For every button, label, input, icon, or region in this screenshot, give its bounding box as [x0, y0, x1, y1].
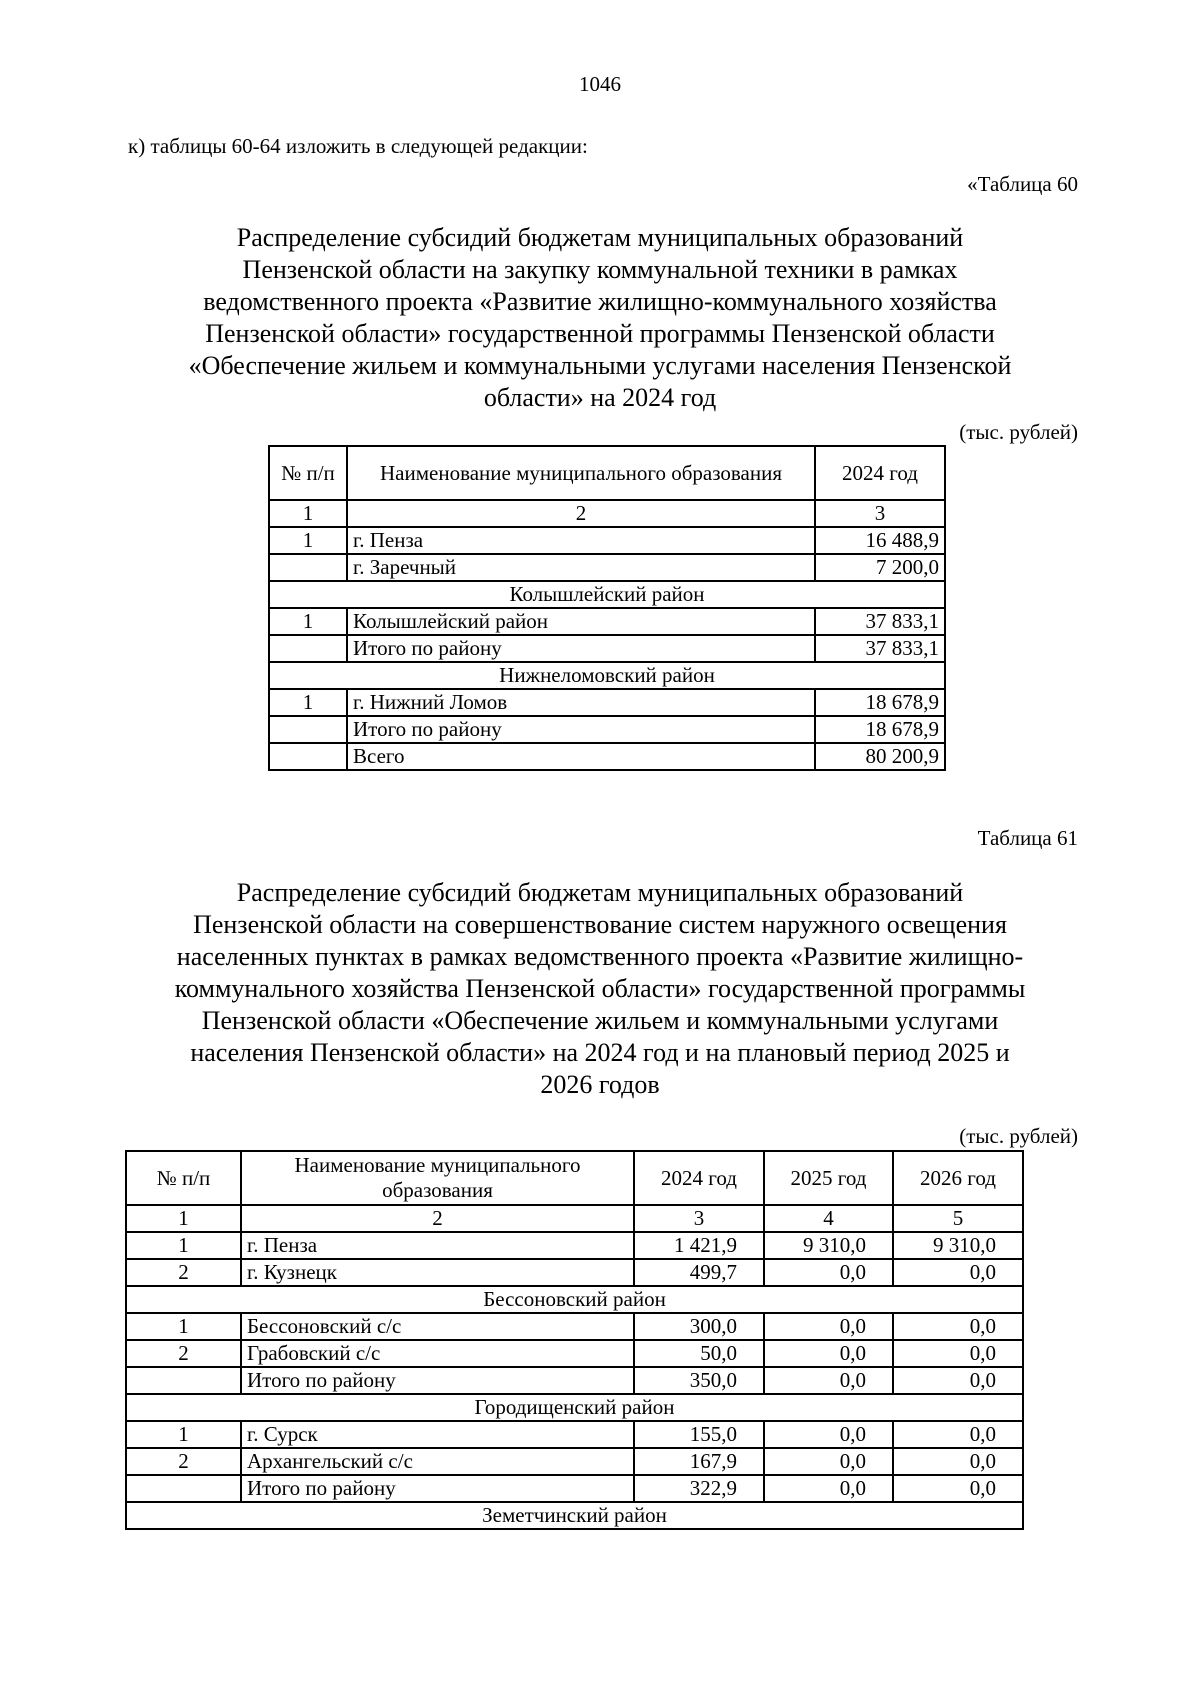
amount-cell: 499,7	[634, 1259, 764, 1286]
row-number: 2	[126, 1448, 241, 1475]
municipality-name: Итого по району	[347, 635, 815, 662]
amount-cell: 0,0	[764, 1367, 893, 1394]
municipality-name: г. Сурск	[241, 1421, 634, 1448]
index-cell: 3	[634, 1205, 764, 1232]
table-row	[269, 743, 945, 770]
header-num: № п/п	[269, 446, 347, 500]
table-60-units: (тыс. рублей)	[959, 420, 1078, 444]
index-cell: 1	[126, 1205, 241, 1232]
amount-cell: 0,0	[893, 1421, 1023, 1448]
caption-line: области» на 2024 год	[483, 383, 717, 412]
municipality-name: г. Пенза	[347, 527, 815, 554]
amount-cell: 18 678,9	[815, 689, 945, 716]
amount-cell: 155,0	[634, 1421, 764, 1448]
section-row	[126, 1286, 1023, 1313]
index-cell: 3	[815, 500, 945, 527]
row-number	[269, 635, 347, 662]
index-cell: 2	[347, 500, 815, 527]
index-cell: 4	[764, 1205, 893, 1232]
amount-cell: 0,0	[764, 1313, 893, 1340]
amount-cell: 80 200,9	[815, 743, 945, 770]
municipality-name: Архангельский с/с	[241, 1448, 634, 1475]
municipality-name: г. Кузнецк	[241, 1259, 634, 1286]
caption-line: Пензенской области на совершенствование систем наружного освещения	[193, 910, 1007, 939]
row-number	[269, 716, 347, 743]
amount-cell: 7 200,0	[815, 554, 945, 581]
row-number: 2	[126, 1259, 241, 1286]
table-row	[269, 554, 945, 581]
amount-cell: 9 310,0	[893, 1232, 1023, 1259]
amount-cell: 0,0	[764, 1475, 893, 1502]
municipality-name: Колышлейский район	[347, 608, 815, 635]
amount-cell: 300,0	[634, 1313, 764, 1340]
municipality-name: г. Пенза	[241, 1232, 634, 1259]
amount-cell: 0,0	[893, 1367, 1023, 1394]
header-2025: 2025 год	[764, 1151, 893, 1205]
amount-cell: 0,0	[764, 1448, 893, 1475]
row-number	[126, 1367, 241, 1394]
row-number	[269, 743, 347, 770]
header-2024: 2024 год	[815, 446, 945, 500]
table-60-caption	[100, 222, 1100, 414]
table-row	[126, 1259, 1023, 1286]
municipality-name: Итого по району	[241, 1367, 634, 1394]
index-cell: 5	[893, 1205, 1023, 1232]
header-2026: 2026 год	[893, 1151, 1023, 1205]
table-row	[126, 1367, 1023, 1394]
municipality-name: Всего	[347, 743, 815, 770]
table-row	[126, 1448, 1023, 1475]
table-row	[126, 1232, 1023, 1259]
header-2024: 2024 год	[634, 1151, 764, 1205]
caption-line: Распределение субсидий бюджетам муниципальных образований	[236, 223, 964, 252]
amount-cell: 0,0	[893, 1448, 1023, 1475]
caption-line: Пензенской области на закупку коммунальной техники в рамках	[242, 255, 958, 284]
municipality-name: Итого по району	[347, 716, 815, 743]
index-cell: 1	[269, 500, 347, 527]
caption-line: населения Пензенской области» на 2024 год и на плановый период 2025 и	[190, 1038, 1010, 1067]
table-row	[126, 1475, 1023, 1502]
amount-cell: 37 833,1	[815, 635, 945, 662]
header-name: Наименование муниципального образования	[347, 446, 815, 500]
section-title: Нижнеломовский район	[269, 662, 945, 689]
caption-line: Пензенской области» государственной программы Пензенской области	[205, 319, 995, 348]
page-number: 1046	[579, 72, 621, 96]
amount-cell: 0,0	[893, 1313, 1023, 1340]
section-title: Городищенский район	[126, 1394, 1023, 1421]
amount-cell: 16 488,9	[815, 527, 945, 554]
row-number: 1	[269, 689, 347, 716]
amount-cell: 37 833,1	[815, 608, 945, 635]
caption-line: Пензенской области «Обеспечение жильем и коммунальными услугами	[201, 1006, 999, 1035]
table-61-body	[126, 1232, 1023, 1529]
caption-line: «Обеспечение жильем и коммунальными услугами населения Пензенской	[188, 351, 1012, 380]
table-row	[126, 1340, 1023, 1367]
table-60-label: «Таблица 60	[967, 172, 1078, 196]
header-name: Наименование муниципального образования	[241, 1151, 634, 1205]
index-cell: 2	[241, 1205, 634, 1232]
row-number: 1	[126, 1232, 241, 1259]
row-number: 2	[126, 1340, 241, 1367]
amount-cell: 322,9	[634, 1475, 764, 1502]
municipality-name: Итого по району	[241, 1475, 634, 1502]
table-row	[126, 1313, 1023, 1340]
row-number	[126, 1475, 241, 1502]
table-61	[125, 1150, 1024, 1530]
section-row	[269, 581, 945, 608]
table-61-units: (тыс. рублей)	[959, 1124, 1078, 1148]
municipality-name: Грабовский с/с	[241, 1340, 634, 1367]
header-num: № п/п	[126, 1151, 241, 1205]
caption-line: коммунального хозяйства Пензенской области» государственной программы	[174, 974, 1026, 1003]
municipality-name: г. Заречный	[347, 554, 815, 581]
section-row	[126, 1394, 1023, 1421]
section-title: Земетчинский район	[126, 1502, 1023, 1529]
amount-cell: 50,0	[634, 1340, 764, 1367]
section-row	[269, 662, 945, 689]
table-60	[268, 445, 946, 771]
caption-line: Распределение субсидий бюджетам муниципальных образований	[236, 878, 964, 907]
section-title: Бессоновский район	[126, 1286, 1023, 1313]
table-row	[269, 716, 945, 743]
amount-cell: 0,0	[893, 1475, 1023, 1502]
amount-cell: 0,0	[893, 1259, 1023, 1286]
row-number: 1	[126, 1313, 241, 1340]
table-row	[126, 1421, 1023, 1448]
amount-cell: 0,0	[893, 1340, 1023, 1367]
table-row	[269, 608, 945, 635]
table-row	[269, 527, 945, 554]
row-number: 1	[126, 1421, 241, 1448]
municipality-name: г. Нижний Ломов	[347, 689, 815, 716]
amount-cell: 350,0	[634, 1367, 764, 1394]
intro-text: к) таблицы 60-64 изложить в следующей редакции:	[128, 134, 588, 158]
table-row	[269, 635, 945, 662]
amount-cell: 18 678,9	[815, 716, 945, 743]
municipality-name: Бессоновский с/с	[241, 1313, 634, 1340]
amount-cell: 9 310,0	[764, 1232, 893, 1259]
row-number: 1	[269, 608, 347, 635]
caption-line: населенных пунктах в рамках ведомственного проекта «Развитие жилищно-	[176, 942, 1024, 971]
caption-line: 2026 годов	[540, 1070, 660, 1099]
amount-cell: 167,9	[634, 1448, 764, 1475]
amount-cell: 1 421,9	[634, 1232, 764, 1259]
amount-cell: 0,0	[764, 1259, 893, 1286]
table-60-body	[269, 527, 945, 770]
row-number	[269, 554, 347, 581]
amount-cell: 0,0	[764, 1421, 893, 1448]
section-title: Колышлейский район	[269, 581, 945, 608]
amount-cell: 0,0	[764, 1340, 893, 1367]
table-row	[269, 689, 945, 716]
section-row	[126, 1502, 1023, 1529]
caption-line: ведомственного проекта «Развитие жилищно-коммунального хозяйства	[203, 287, 997, 316]
table-61-caption	[100, 877, 1100, 1101]
table-61-label: Таблица 61	[977, 826, 1078, 850]
row-number: 1	[269, 527, 347, 554]
